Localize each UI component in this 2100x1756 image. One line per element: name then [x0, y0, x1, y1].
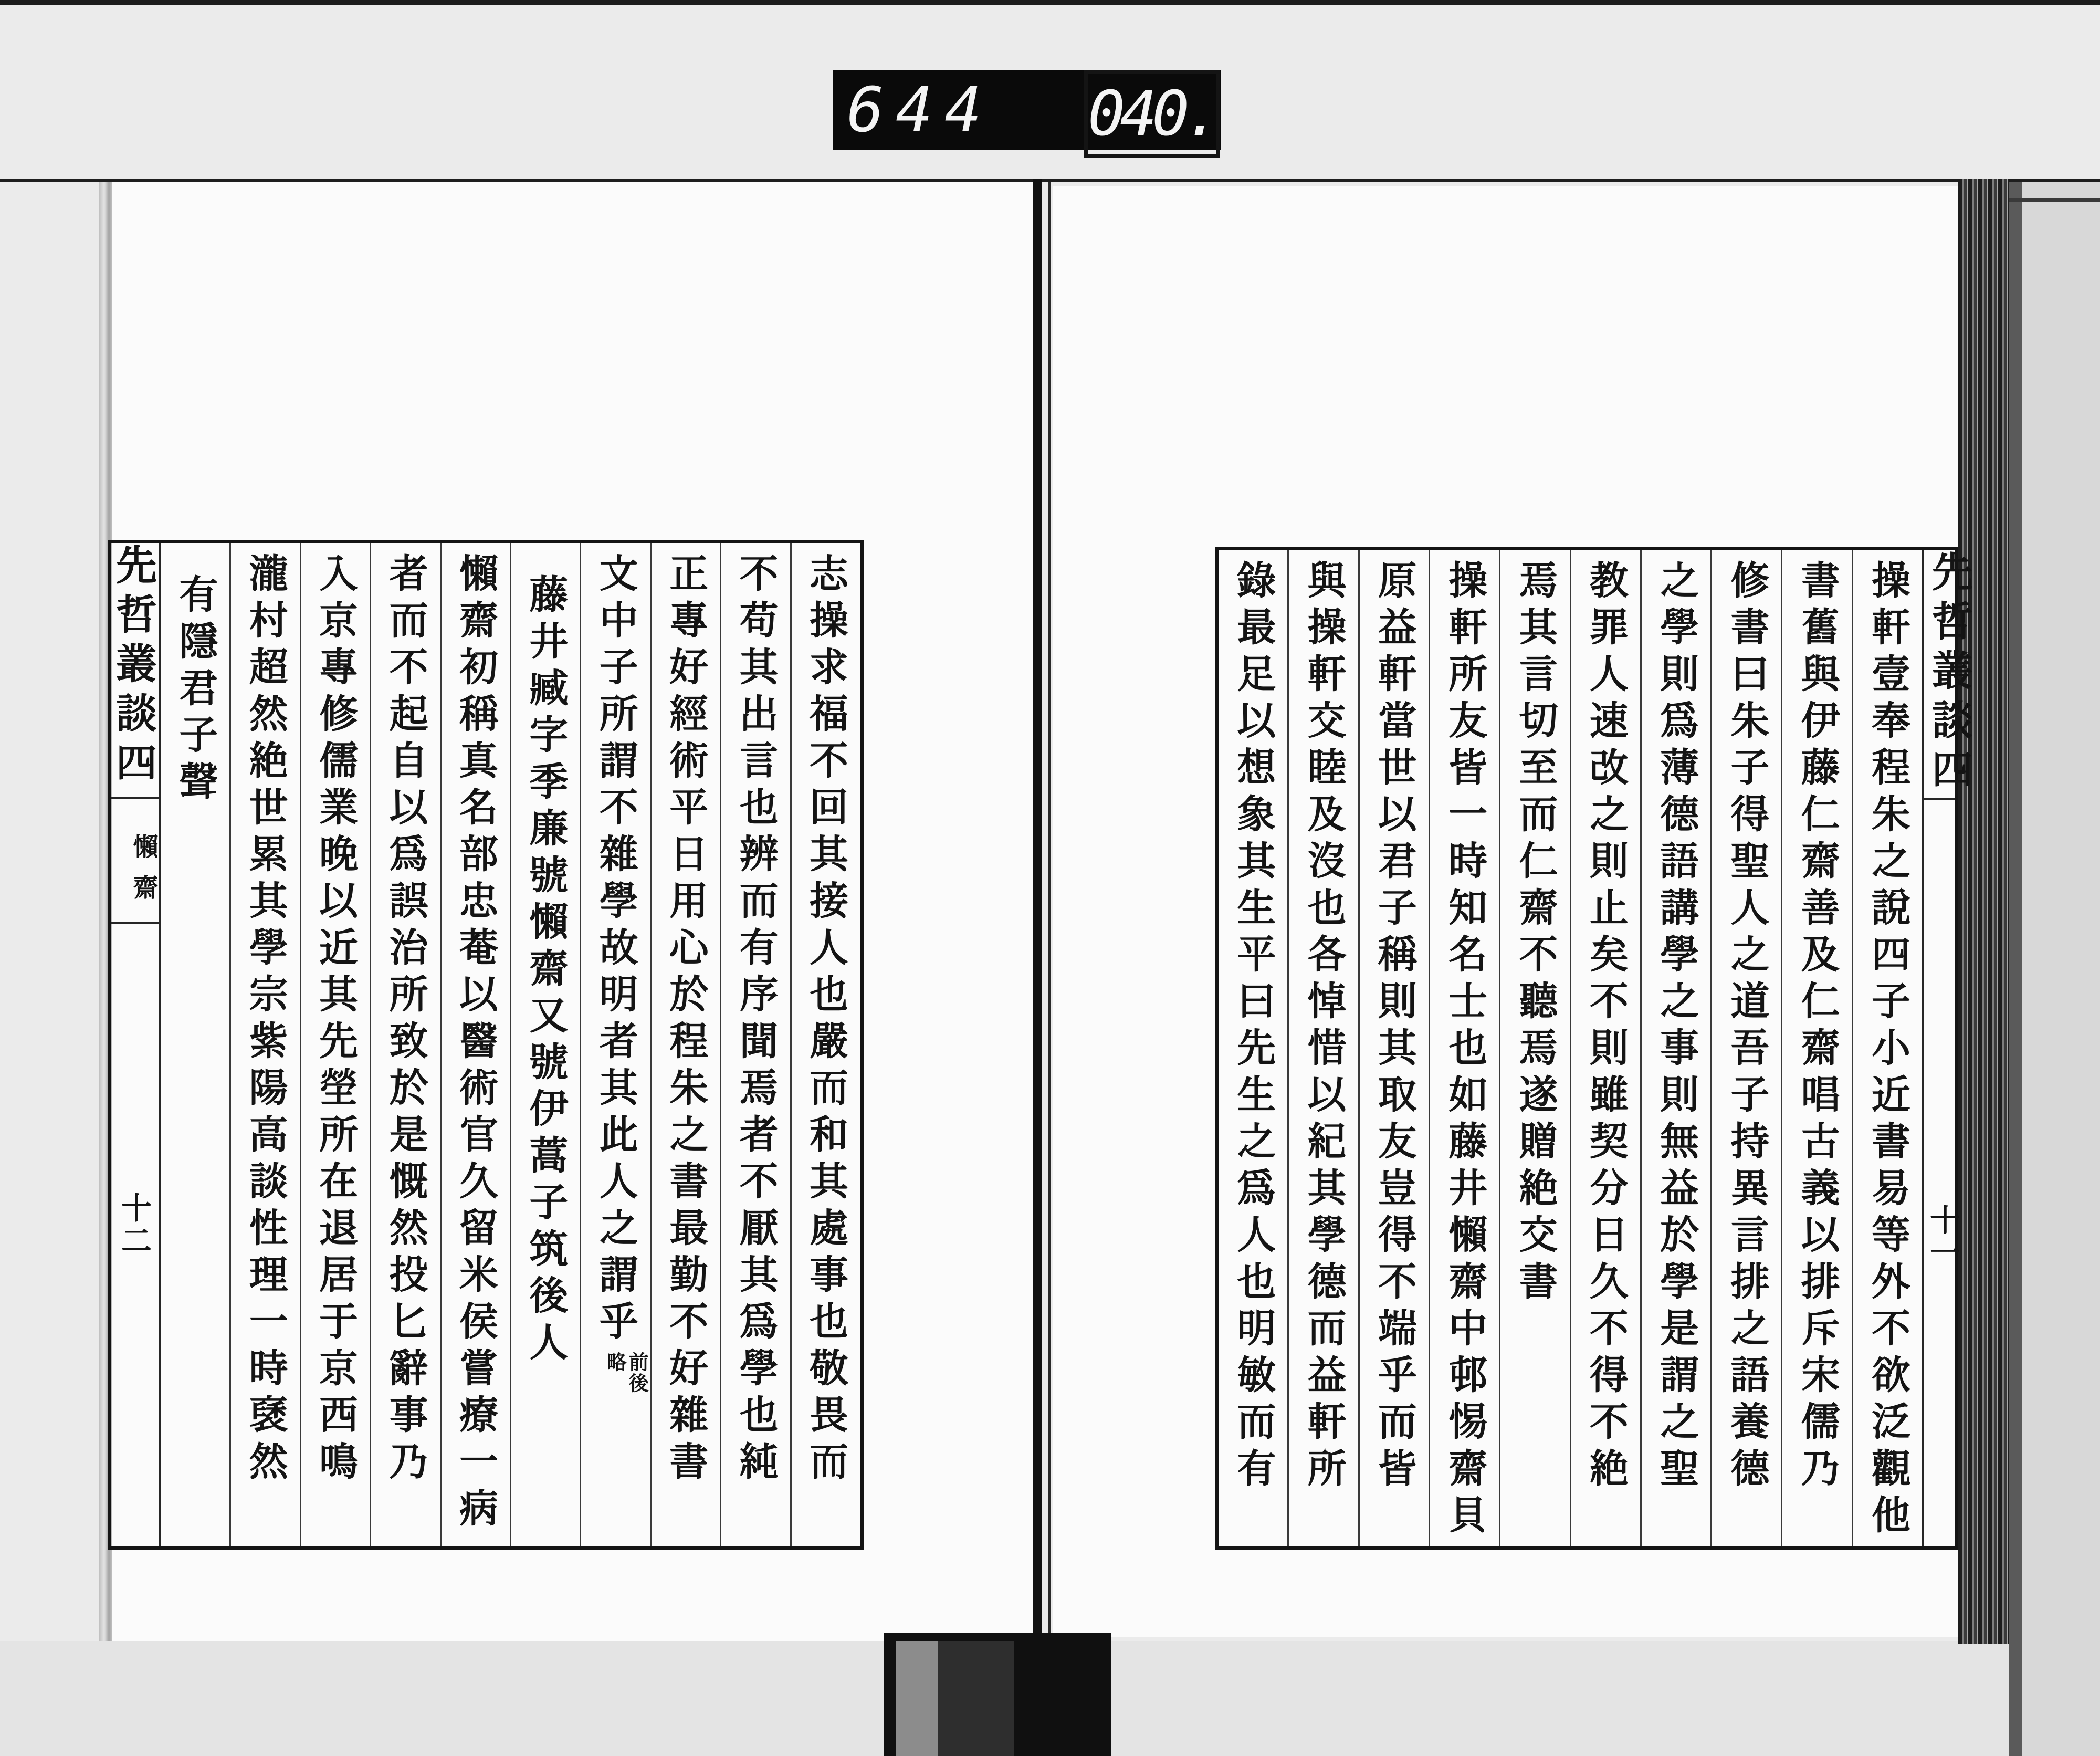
spine-line [1048, 182, 1051, 1641]
book-title: 先哲叢談四 [109, 543, 157, 790]
column-text: 文中子所謂不雜學故明者其此人之謂乎 [593, 553, 638, 1347]
text-column: 之學則爲薄德語講學之事則無益於學是謂之聖 [1640, 550, 1710, 1546]
text-column-with-note [580, 543, 649, 1546]
interlinear-note: 前後略 [603, 1352, 649, 1394]
text-column: 志操求福不回其接人也嚴而和其處事也敬畏而 [790, 543, 860, 1546]
scan-right-line [2009, 198, 2100, 202]
right-page-margin [1922, 550, 1973, 1546]
binding-clamp-dark [938, 1641, 1014, 1756]
text-column: 操軒所友皆一時知名士也如藤井懶齋中邨惕齋貝 [1429, 550, 1499, 1546]
scan-top-edge [0, 0, 2100, 5]
page-number: 十二 [116, 1192, 152, 1257]
text-column: 入京專修儒業晚以近其先塋所在退居于京西鳴 [300, 543, 370, 1546]
book-top-edge-line [0, 179, 2100, 182]
scan-right-area [2009, 182, 2100, 1756]
text-column: 書舊與伊藤仁齋善及仁齋唱古義以排斥宋儒乃 [1781, 550, 1851, 1546]
text-column: 教罪人速改之則止矣不則雖契分日久不得不絶 [1570, 550, 1640, 1546]
reel-number: 644 [847, 74, 994, 146]
margin-divider [111, 797, 159, 799]
book-spine [1033, 179, 1042, 1644]
left-page-columns [161, 543, 860, 1546]
text-column: 修書曰朱子得聖人之道吾子持異言排之語養德 [1710, 550, 1781, 1546]
scan-right-band [2009, 182, 2022, 1756]
text-column: 焉其言切至而仁齋不聽焉遂贈絶交書 [1499, 550, 1569, 1546]
text-column: 藤井臧字季廉號懶齋又號伊蒿子筑後人 [510, 543, 580, 1546]
margin-divider [111, 922, 159, 924]
page-number: 十一 [1925, 1204, 1960, 1269]
text-column: 不苟其出言也辨而有序聞焉者不厭其爲學也純 [720, 543, 790, 1546]
right-page-edge [1958, 179, 2009, 1644]
left-page-margin [111, 543, 161, 1546]
text-column: 錄最足以想象其生平曰先生之爲人也明敏而有 [1231, 560, 1276, 1494]
right-page-text-frame [1215, 547, 1973, 1550]
frame-number: 040. [1084, 70, 1220, 158]
text-column: 有隱君子聲 [173, 574, 218, 808]
text-column: 瀧村超然絶世累其學宗紫陽高談性理一時褎然 [229, 543, 299, 1546]
text-column: 正專好經術平日用心於程朱之書最勤不好雜書 [650, 543, 720, 1546]
left-page-text-frame [108, 540, 864, 1550]
text-column: 操軒壹奉程朱之說四子小近書易等外不欲泛觀他 [1852, 550, 1922, 1546]
text-column: 懶齋初稱真名部忠菴以醫術官久留米侯嘗療一病 [440, 543, 510, 1546]
film-frame-label [833, 70, 1221, 150]
book-title: 先哲叢談四 [1925, 550, 1973, 797]
section-name: 懶齋 [129, 833, 158, 915]
text-column: 與操軒交睦及沒也各悼惜以紀其學德而益軒所 [1287, 550, 1358, 1546]
right-page-columns [1219, 550, 1922, 1546]
margin-divider [1924, 798, 1955, 800]
binding-clamp-light [896, 1641, 938, 1756]
text-column: 者而不起自以爲誤治所致於是慨然投匕辭事乃 [370, 543, 439, 1546]
text-column: 原益軒當世以君子稱則其取友豈得不端乎而皆 [1358, 550, 1429, 1546]
